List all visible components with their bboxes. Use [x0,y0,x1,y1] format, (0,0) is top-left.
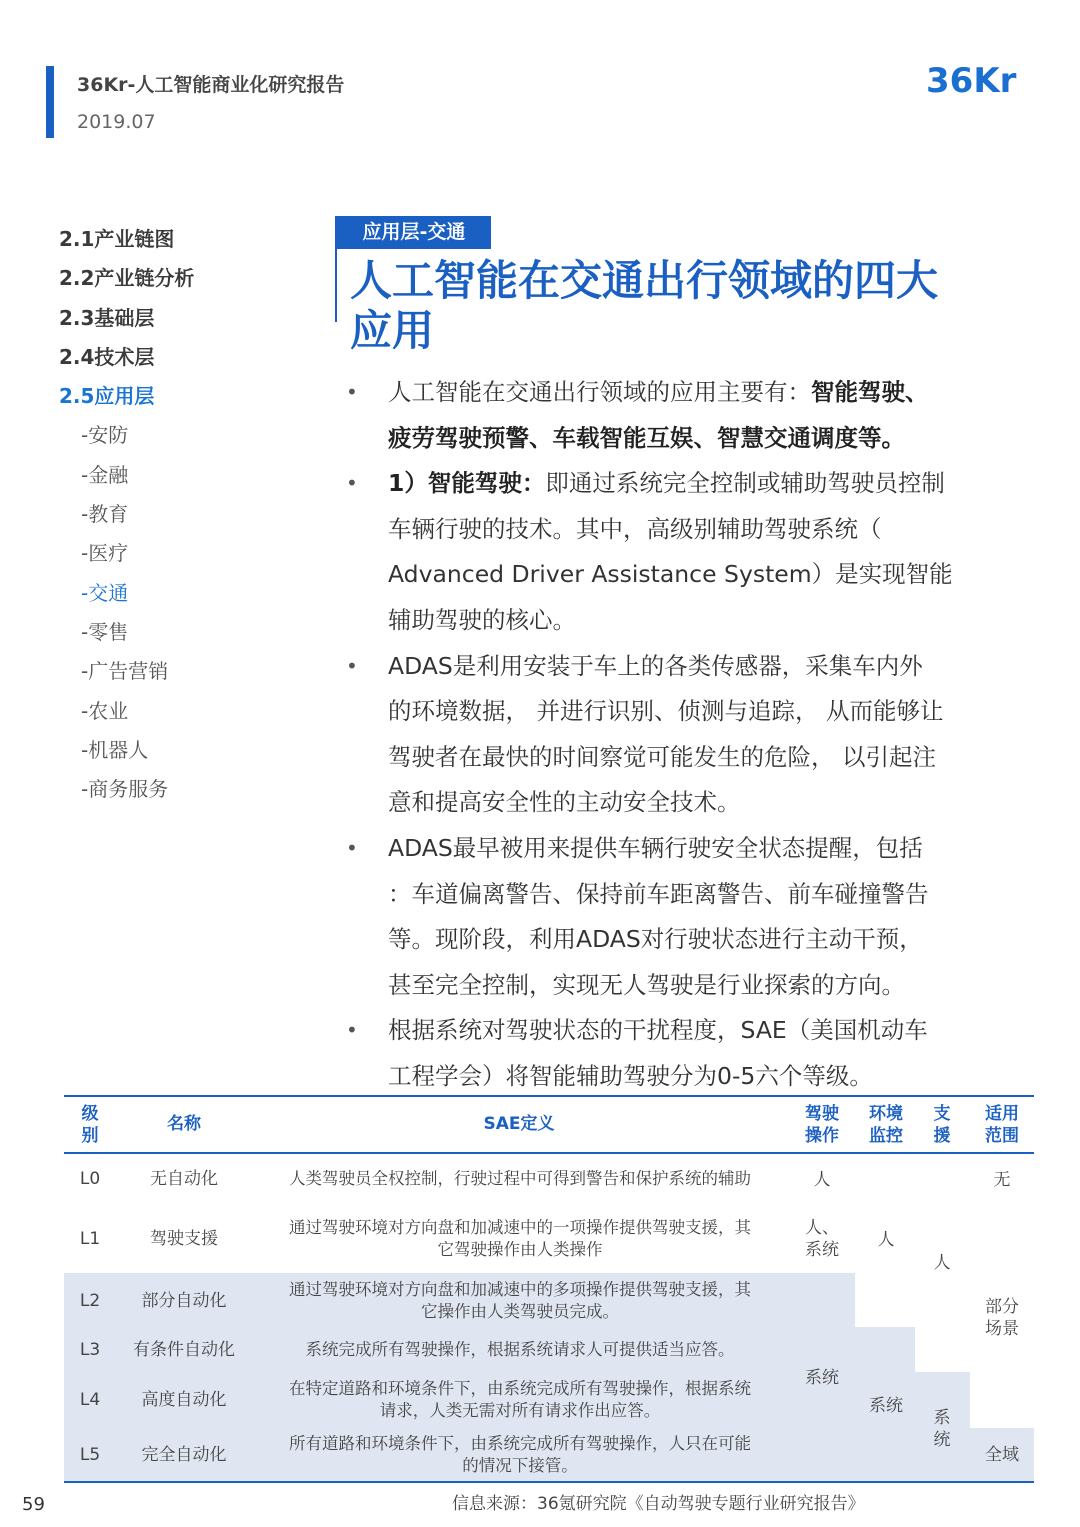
bullet-line [388,598,1000,644]
th-support: 支 援 [933,1104,951,1146]
table-bottom-rule [64,1481,1034,1483]
th-operation: 驾驶 操作 [805,1104,839,1146]
bullet-line [388,370,1000,416]
cell-definition: 所有道路和环境条件下，由系统完成所有驾驶操作，人只在可能 的情况下接管。 [289,1434,751,1475]
cell-name: 无自动化 [150,1169,218,1189]
bullet-line [388,780,1000,826]
bullet-text: 人工智能在交通出行领域的应用主要有： [388,378,811,406]
bullet-text: 工程学会）将智能辅助驾驶分为0-5六个等级。 [388,1061,873,1090]
cell-level: L4 [79,1390,101,1410]
cell-definition: 人类驾驶员全权控制，行驶过程中可得到警告和保护系统的辅助 [289,1169,751,1188]
cell-monitor-l3-l5: 系统 [869,1396,903,1416]
bullet-text: 的环境数据， 并进行识别、侦测与追踪， 从而能够让 [388,697,944,726]
bullet-line [388,507,1000,553]
bullet-text: ：车道偏离警告、保持前车距离警告、前车碰撞警告 [388,879,929,908]
bullet-text: 根据系统对驾驶状态的干扰程度，SAE（美国机动车 [388,1016,928,1045]
bullet-text: ADAS是利用安装于车上的各类传感器，采集车内外 [388,651,923,680]
nav-item[interactable]: -农业 [81,698,129,723]
sae-levels-table [64,1095,1034,1481]
bullet-text: 车辆行驶的技术。其中，高级别辅助驾驶系统（ [388,514,882,543]
th-scope: 适用 范围 [985,1104,1019,1146]
cell-support-l4-l5: 系 统 [933,1408,951,1450]
bullet-list [340,370,1000,1100]
bullet-line [388,1054,1000,1100]
cell-level: L1 [79,1229,101,1249]
page-title-line2: 应用 [350,306,435,355]
bullet-dot-icon: • [346,835,358,860]
bullet-line [388,552,1000,598]
nav-item[interactable]: 2.5应用层 [59,384,155,409]
cell-name: 部分自动化 [141,1291,227,1311]
bullet-dot-icon: • [346,471,358,496]
th-name: 名称 [167,1114,201,1134]
bullet-text: 即通过系统完全控制或辅助驾驶员控制 [545,469,945,498]
nav-item[interactable]: -机器人 [81,737,149,762]
36kr-logo [926,58,1040,128]
th-monitoring: 环境 监控 [869,1104,903,1146]
logo-text: 36Kr [926,61,1017,101]
cell-level: L0 [79,1169,101,1189]
bullet-emphasis: 智能驾驶、 [811,378,929,406]
nav-item[interactable]: -零售 [81,619,129,644]
table-top-rule [64,1095,1034,1097]
nav-item[interactable]: -教育 [81,502,129,527]
cell-definition: 系统完成所有驾驶操作，根据系统请求人可提供适当应答。 [305,1340,735,1359]
nav-item[interactable]: 2.2产业链分析 [59,266,195,291]
bullet-emphasis: 疲劳驾驶预警、车载智能互娱、智慧交通调度等。 [388,423,905,452]
header-accent-bar [46,66,54,138]
bullet-text: 意和提高安全性的主动安全技术。 [388,788,741,817]
page-number: 59 [22,1494,45,1515]
bullet-emphasis: 1）智能驾驶： [388,469,546,498]
bullet-text: 辅助驾驶的核心。 [388,605,576,634]
bullet-line [388,826,1000,872]
bullet-line [388,416,1000,462]
page-title [350,256,990,356]
cell-op-l1: 人、 系统 [805,1218,839,1260]
cell-definition: 在特定道路和环境条件下，由系统完成所有驾驶操作，根据系统 请求，人类无需对所有请求作出应答。 [289,1379,751,1420]
bullet-line [388,963,1000,1009]
cell-definition: 通过驾驶环境对方向盘和加减速中的多项操作提供驾驶支援，其 它操作由人类驾驶员完成。 [289,1280,751,1321]
bullet-line [388,644,1000,690]
bullet-line [388,689,1000,735]
source-note: 信息来源：36氪研究院《自动驾驶专题行业研究报告》 [452,1494,865,1514]
nav-item[interactable]: -医疗 [81,541,129,566]
nav-item[interactable]: -交通 [81,580,129,605]
bullet-text: 驾驶者在最快的时间察觉可能发生的危险， 以引起注 [388,742,936,771]
bullet-dot-icon: • [346,380,358,404]
nav-item[interactable]: -安防 [81,423,129,448]
cell-name: 完全自动化 [141,1445,227,1465]
bullet-item [340,370,1000,461]
bullet-dot-icon: • [346,1018,358,1043]
chapter-nav [59,225,299,814]
page-title-line1: 人工智能在交通出行领域的四大 [350,256,939,305]
cell-op-l2-l5: 系统 [805,1368,839,1388]
bullet-text: 甚至完全控制，实现无人驾驶是行业探索的方向。 [388,970,905,999]
table-header-rule [64,1152,1034,1154]
nav-item[interactable]: 2.3基础层 [59,305,155,330]
cell-name: 有条件自动化 [133,1340,235,1360]
cell-scope-l1-l4: 部分 场景 [985,1297,1019,1339]
cell-level: L5 [79,1445,101,1465]
bullet-line [388,872,1000,918]
bullet-line [388,1008,1000,1054]
cell-scope-l5: 全域 [985,1445,1019,1465]
bullet-item [340,461,1000,643]
bullet-line [388,917,1000,963]
bullet-item [340,644,1000,826]
bullet-text: 等。现阶段，利用ADAS对行驶状态进行主动干预， [388,925,923,954]
nav-item[interactable]: -商务服务 [81,777,169,802]
nav-item[interactable]: -广告营销 [81,659,169,684]
bullet-text: ADAS最早被用来提供车辆行驶安全状态提醒，包括 [388,833,923,862]
cell-name: 高度自动化 [141,1390,227,1410]
cell-definition: 通过驾驶环境对方向盘和加减速中的一项操作提供驾驶支援，其 它驾驶操作由人类操作 [289,1218,751,1259]
cell-scope-l0: 无 [993,1170,1011,1190]
bullet-line [388,461,1000,507]
nav-item[interactable]: 2.1产业链图 [59,227,175,251]
bullet-item [340,1008,1000,1099]
nav-item[interactable]: -金融 [81,462,129,487]
bullet-item [340,826,1000,1008]
th-level: 级 别 [81,1104,99,1146]
nav-item[interactable]: 2.4技术层 [59,344,155,369]
cell-support-l0-l3: 人 [933,1253,951,1273]
bullet-text: Advanced Driver Assistance System）是实现智能 [388,560,953,589]
report-date: 2019.07 [77,111,156,133]
th-definition: SAE定义 [483,1114,555,1134]
section-tag: 应用层-交通 [337,216,491,249]
cell-level: L2 [79,1291,101,1311]
cell-monitor-l0-l2: 人 [877,1230,895,1250]
report-title: 36Kr-人工智能商业化研究报告 [77,74,345,96]
cell-level: L3 [79,1340,101,1360]
cell-name: 驾驶支援 [150,1229,218,1249]
bullet-line [388,735,1000,781]
bullet-dot-icon: • [346,653,358,678]
cell-op-l0: 人 [813,1170,831,1190]
